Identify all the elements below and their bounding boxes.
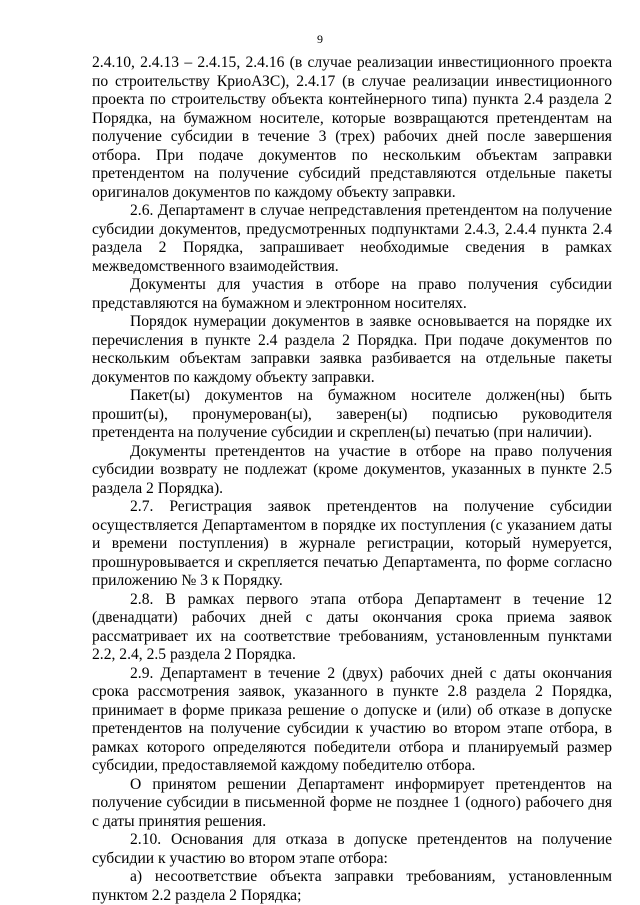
paragraph-2-5-continuation: 2.4.10, 2.4.13 – 2.4.15, 2.4.16 (в случае реализации инвестиционного проекта по строительству КриоАЗС), 2.4.17 (в случае реализации инвестиционного проекта по строительству объекта контейнерного типа) пункта 2.4 раздела 2 Порядка, на бумажном носителе, которые возвращаются претендентам на получение субсидии в течение 3 (трех) рабочих дней после завершения отбора. При подаче документов по нескольким объектам заправки претендентом на получение субсидий представляются отдельные пакеты оригиналов документов по каждому объекту заправки.: [92, 54, 612, 201]
paragraph-2-7: 2.7. Регистрация заявок претендентов на получение субсидии осуществляется Департаментом в порядке их поступления (с указанием даты и времени поступления) в журнале регистрации, который нумеруется, прошнуровывается и скрепляется печатью Департамента, по форме согласно приложению № 3 к Порядку.: [92, 498, 612, 589]
paragraph-numbering-order: Порядок нумерации документов в заявке основывается на порядке их перечисления в пункте 2.4 раздела 2 Порядка. При подаче документов по нескольким объектам заправки заявка разбивается на отдельные пакеты документов по каждому объекту заправки.: [92, 313, 612, 386]
paragraph-package-requirements: Пакет(ы) документов на бумажном носителе должен(ны) быть прошит(ы), пронумерован(ы), заверен(ы) подписью руководителя претендента на получение субсидии и скреплен(ы) печатью (при наличии).: [92, 387, 612, 441]
paragraph-2-8: 2.8. В рамках первого этапа отбора Департамент в течение 12 (двенадцати) рабочих дней с даты окончания срока приема заявок рассматривает их на соответствие требованиям, установленным пунктами 2.2, 2.4, 2.5 раздела 2 Порядка.: [92, 590, 612, 663]
page-number: 9: [317, 32, 323, 46]
paragraph-documents-not-returned: Документы претендентов на участие в отборе на право получения субсидии возврату не подлежат (кроме документов, указанных в пункте 2.5 раздела 2 Порядка).: [92, 442, 612, 497]
paragraph-2-10-a: а) несоответствие объекта заправки требованиям, установленным пунктом 2.2 раздела 2 Порядка;: [92, 868, 612, 904]
paragraph-2-10: 2.10. Основания для отказа в допуске претендентов на получение субсидии к участию во втором этапе отбора:: [92, 831, 612, 867]
paragraph-decision-notice: О принятом решении Департамент информирует претендентов на получение субсидии в письменной форме не позднее 1 (одного) рабочего дня с даты принятия решения.: [92, 775, 612, 830]
paragraph-2-9: 2.9. Департамент в течение 2 (двух) рабочих дней с даты окончания срока рассмотрения заявок, указанного в пункте 2.8 раздела 2 Порядка, принимает в форме приказа решение о допуске и (или) об отказе в допуске претендентов на получение субсидии к участию во втором этапе отбора, в рамках которого определяются победители отбора и планируемый размер субсидии, предоставляемой каждому победителю отбора.: [92, 664, 612, 774]
paragraph-documents-carriers: Документы для участия в отборе на право получения субсидии представляются на бумажном и электронном носителях.: [92, 276, 612, 312]
document-body: [92, 54, 612, 905]
paragraph-2-6: 2.6. Департамент в случае непредставления претендентом на получение субсидии документов, предусмотренных подпунктами 2.4.3, 2.4.4 пункта 2.4 раздела 2 Порядка, запрашивает необходимые сведения в рамках межведомственного взаимодействия.: [92, 202, 612, 275]
